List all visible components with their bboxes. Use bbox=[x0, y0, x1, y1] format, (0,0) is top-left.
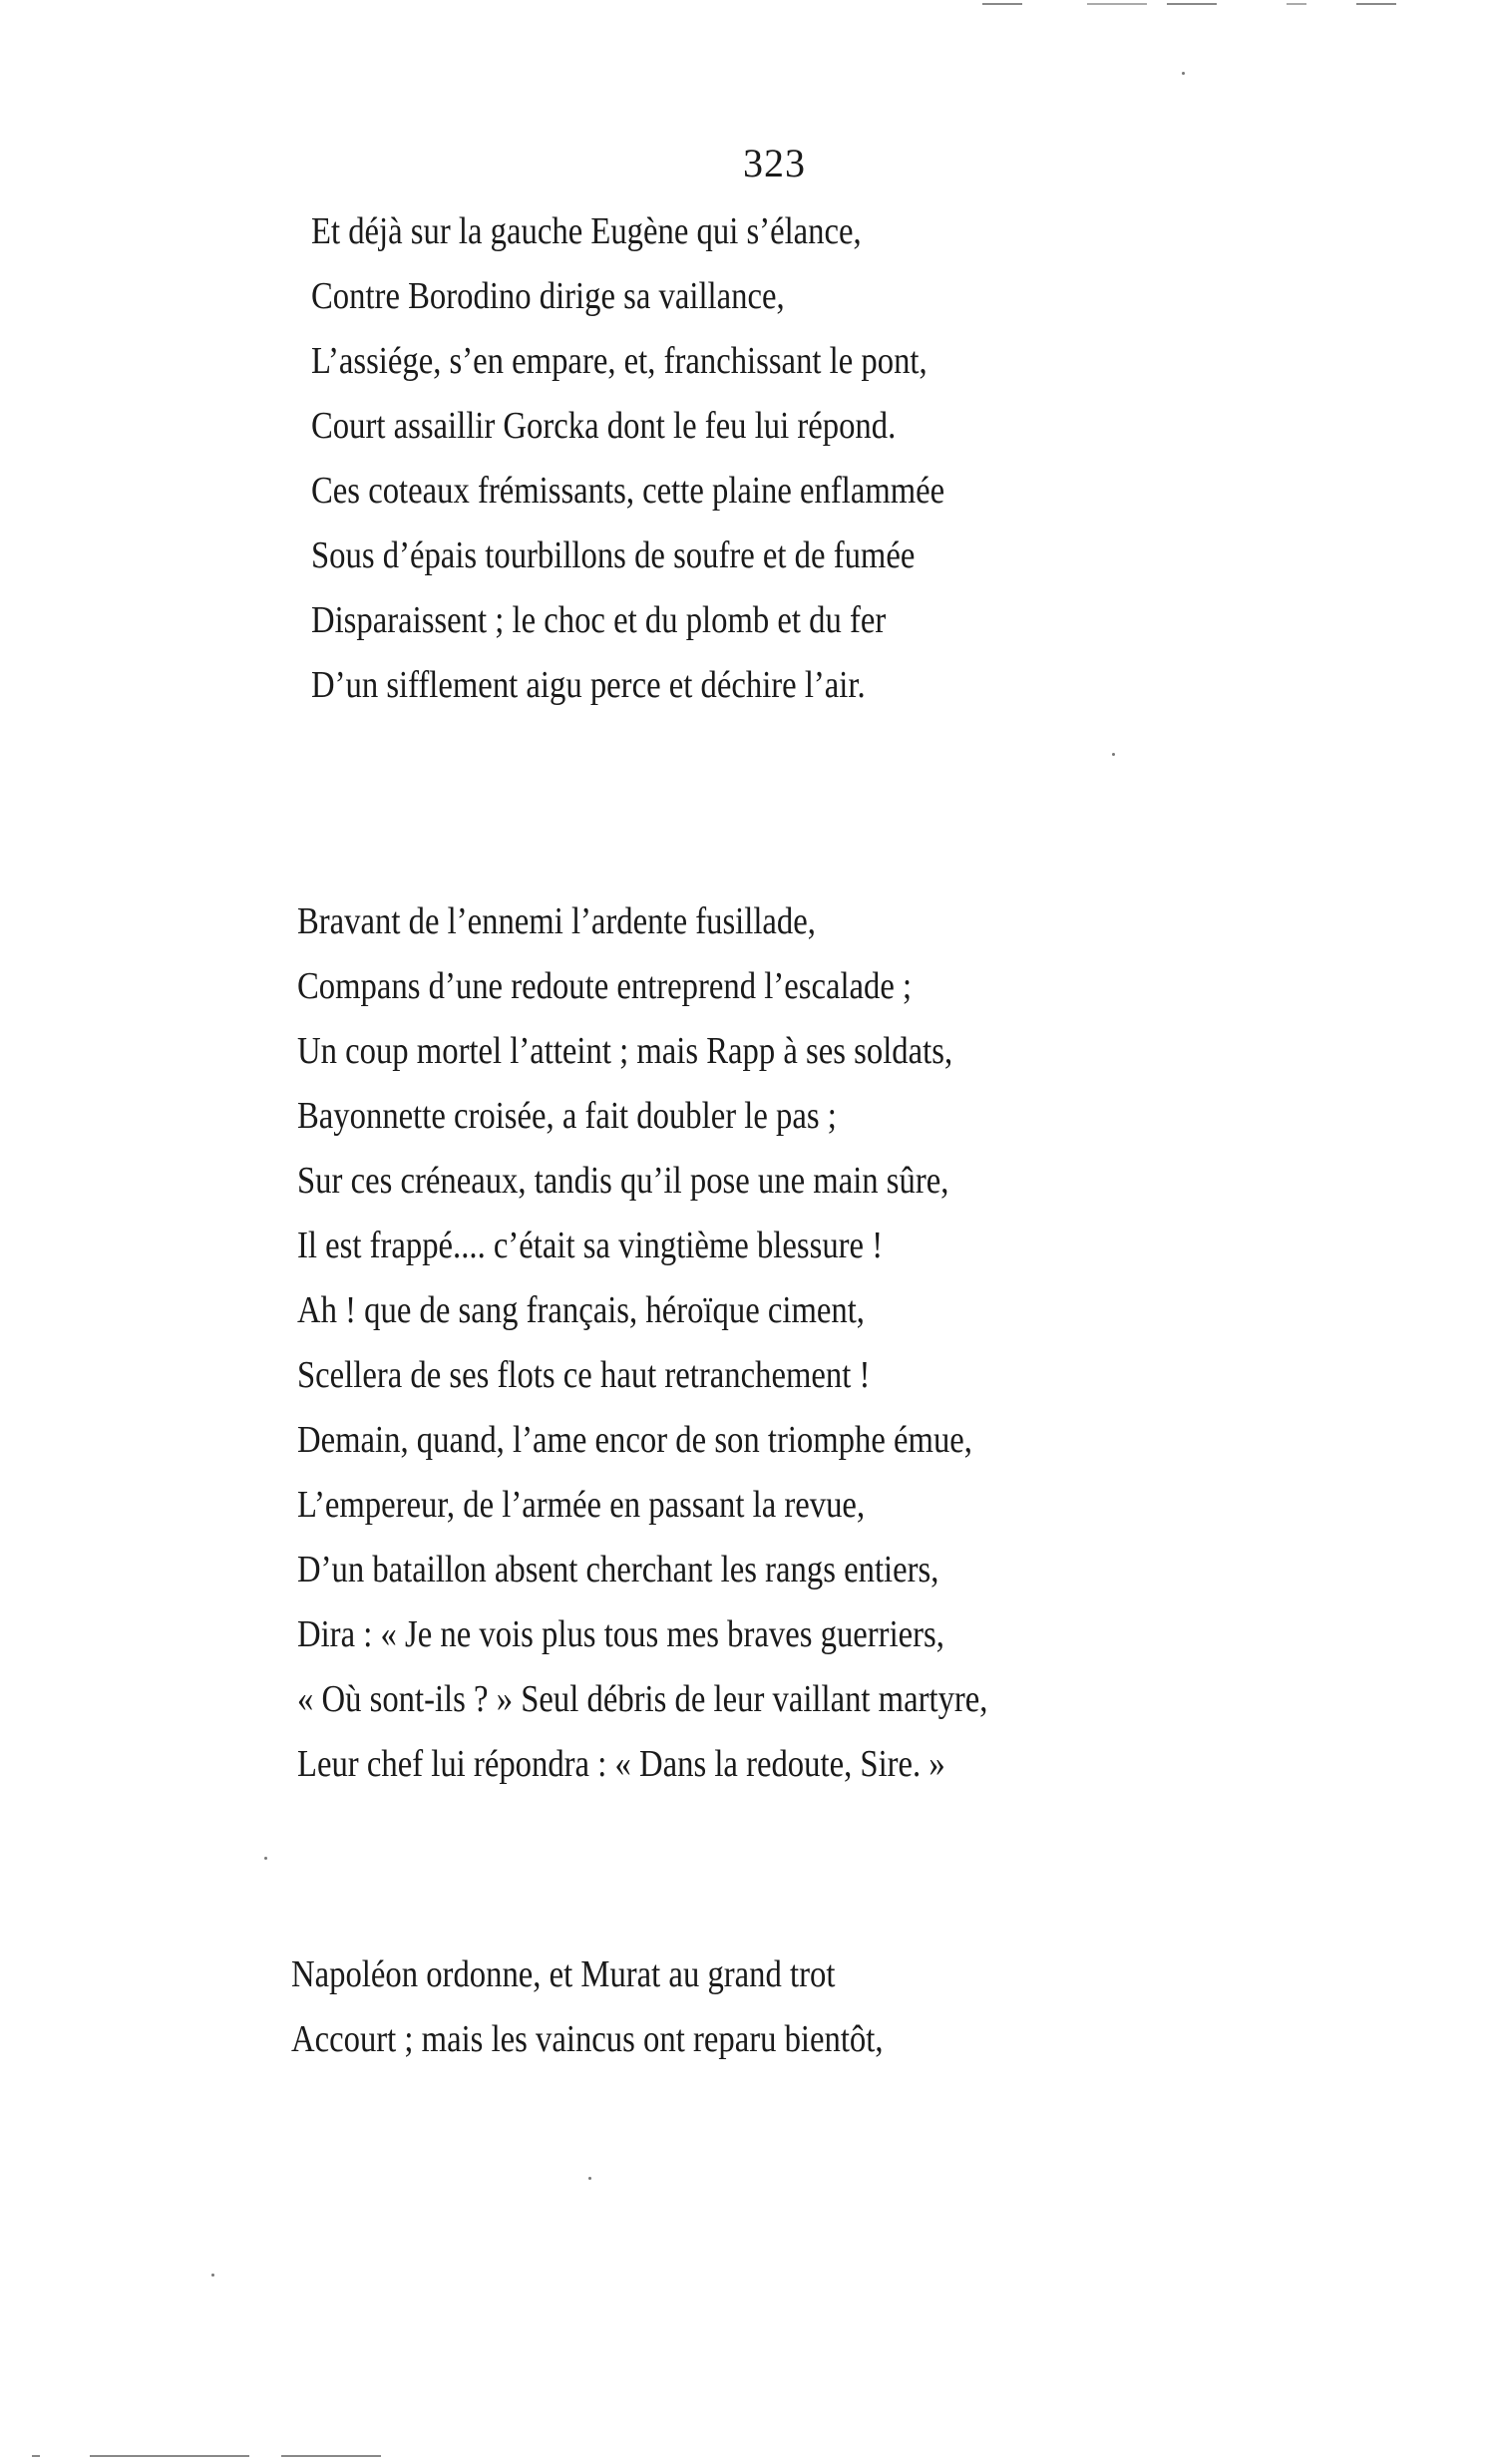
scan-speck bbox=[264, 1857, 267, 1860]
verse-line: Sur ces créneaux, tandis qu’il pose une main sûre, bbox=[297, 1160, 949, 1202]
verse-line: L’assiége, s’en empare, et, franchissant le pont, bbox=[311, 340, 928, 382]
scan-rule-bottom bbox=[90, 2455, 249, 2457]
scan-speck bbox=[1182, 72, 1185, 75]
scan-rule-top bbox=[1087, 3, 1147, 5]
stanza bbox=[291, 1942, 979, 2072]
scan-rule-top bbox=[1287, 3, 1306, 5]
scan-rule-bottom bbox=[281, 2455, 381, 2457]
verse-line: Accourt ; mais les vaincus ont reparu bientôt, bbox=[291, 2018, 884, 2060]
verse-line: D’un sifflement aigu perce et déchire l’air. bbox=[311, 664, 866, 706]
verse-line: Ces coteaux frémissants, cette plaine enflammée bbox=[311, 470, 945, 512]
scan-rule-top bbox=[1167, 3, 1217, 5]
verse-line: D’un bataillon absent cherchant les rangs entiers, bbox=[297, 1549, 939, 1590]
scan-rule-bottom bbox=[32, 2455, 40, 2457]
verse-line: Il est frappé.... c’était sa vingtième blessure ! bbox=[297, 1225, 884, 1266]
verse-line: Et déjà sur la gauche Eugène qui s’élance, bbox=[311, 210, 862, 252]
verse-line: Napoléon ordonne, et Murat au grand trot bbox=[291, 1953, 836, 1995]
verse-line: Bayonnette croisée, a fait doubler le pas ; bbox=[297, 1095, 837, 1137]
verse-line: Demain, quand, l’ame encor de son triomphe émue, bbox=[297, 1419, 972, 1461]
verse-line: Leur chef lui répondra : « Dans la redoute, Sire. » bbox=[297, 1743, 945, 1785]
verse-line: L’empereur, de l’armée en passant la revue, bbox=[297, 1484, 866, 1526]
verse-line: « Où sont-ils ? » Seul débris de leur vaillant martyre, bbox=[297, 1678, 988, 1720]
verse-line: Bravant de l’ennemi l’ardente fusillade, bbox=[297, 900, 816, 942]
verse-line: Sous d’épais tourbillons de soufre et de fumée bbox=[311, 534, 916, 576]
stanza bbox=[297, 889, 1100, 1797]
scan-speck bbox=[1112, 753, 1115, 756]
verse-line: Compans d’une redoute entreprend l’escalade ; bbox=[297, 965, 913, 1007]
verse-line: Ah ! que de sang français, héroïque ciment, bbox=[297, 1289, 865, 1331]
verse-line: Dira : « Je ne vois plus tous mes braves guerriers, bbox=[297, 1613, 944, 1655]
stanza bbox=[311, 199, 1048, 718]
verse-line: Un coup mortel l’atteint ; mais Rapp à ses soldats, bbox=[297, 1030, 953, 1072]
scan-rule-top bbox=[1356, 3, 1396, 5]
scan-speck bbox=[211, 2274, 214, 2277]
verse-line: Court assaillir Gorcka dont le feu lui répond. bbox=[311, 405, 897, 447]
verse-line: Scellera de ses flots ce haut retranchement ! bbox=[297, 1354, 871, 1396]
scan-speck bbox=[588, 2177, 591, 2180]
verse-line: Disparaissent ; le choc et du plomb et du fer bbox=[311, 599, 887, 641]
page-number: 323 bbox=[743, 141, 806, 185]
scan-rule-top bbox=[982, 3, 1022, 5]
verse-line: Contre Borodino dirige sa vaillance, bbox=[311, 275, 785, 317]
